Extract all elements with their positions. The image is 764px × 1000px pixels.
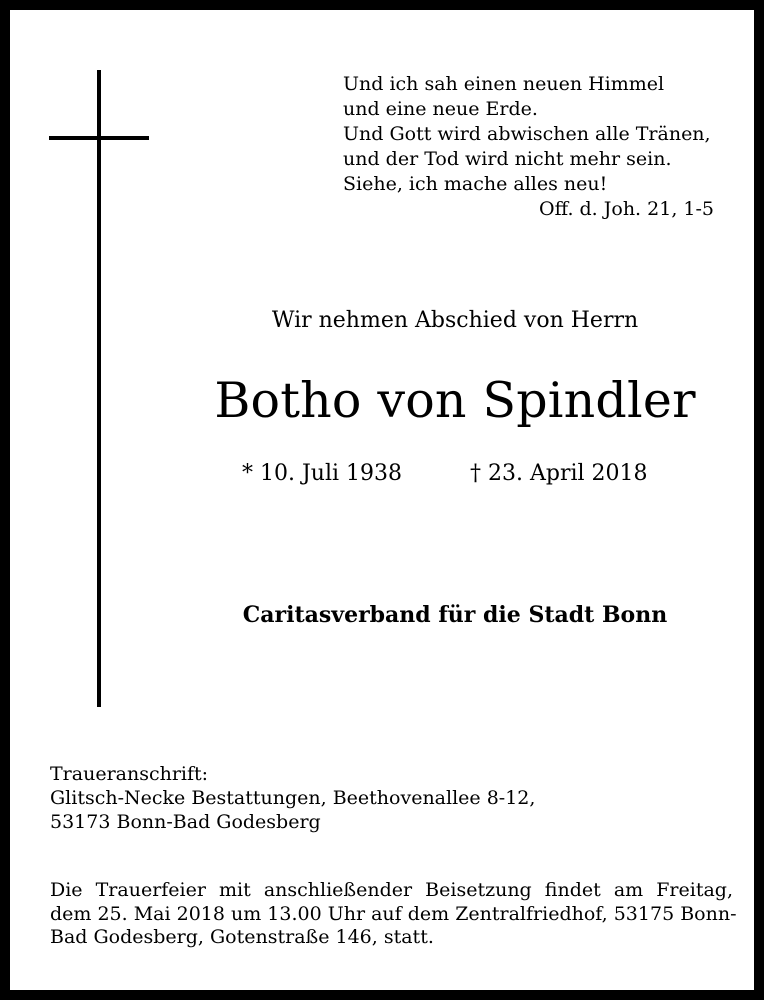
bible-verse [343, 72, 743, 197]
service-notice-line: Bad Godesberg, Gotenstraße 146, statt. [50, 926, 434, 948]
verse-line: und eine neue Erde. [343, 98, 538, 120]
mourning-address-line: 53173 Bonn-Bad Godesberg [50, 811, 321, 833]
mourning-address [50, 762, 740, 834]
birth-date: * 10. Juli 1938 [242, 461, 403, 486]
death-date: † 23. April 2018 [470, 461, 648, 486]
verse-line: und der Tod wird nicht mehr sein. [343, 148, 672, 170]
farewell-intro: Wir nehmen Abschied von Herrn [271, 308, 639, 333]
service-notice-line: dem 25. Mai 2018 um 13.00 Uhr auf dem Zentralfriedhof, 53175 Bonn- [50, 902, 737, 925]
verse-reference: Off. d. Joh. 21, 1-5 [539, 198, 714, 220]
cross-horizontal-bar [49, 136, 149, 140]
mourning-address-line: Glitsch-Necke Bestattungen, Beethovenallee 8-12, [50, 787, 536, 809]
service-notice-line: Die Trauerfeier mit anschließender Beisetzung findet am Freitag, [50, 879, 733, 901]
cross-vertical-bar [97, 70, 101, 707]
organization-name: Caritasverband für die Stadt Bonn [242, 602, 668, 628]
service-notice [50, 879, 737, 950]
deceased-name: Botho von Spindler [214, 372, 696, 429]
verse-line: Und Gott wird abwischen alle Tränen, [343, 123, 711, 145]
verse-line: Und ich sah einen neuen Himmel [343, 73, 665, 95]
mourning-address-label: Traueranschrift: [50, 763, 209, 785]
verse-line: Siehe, ich mache alles neu! [343, 173, 608, 195]
